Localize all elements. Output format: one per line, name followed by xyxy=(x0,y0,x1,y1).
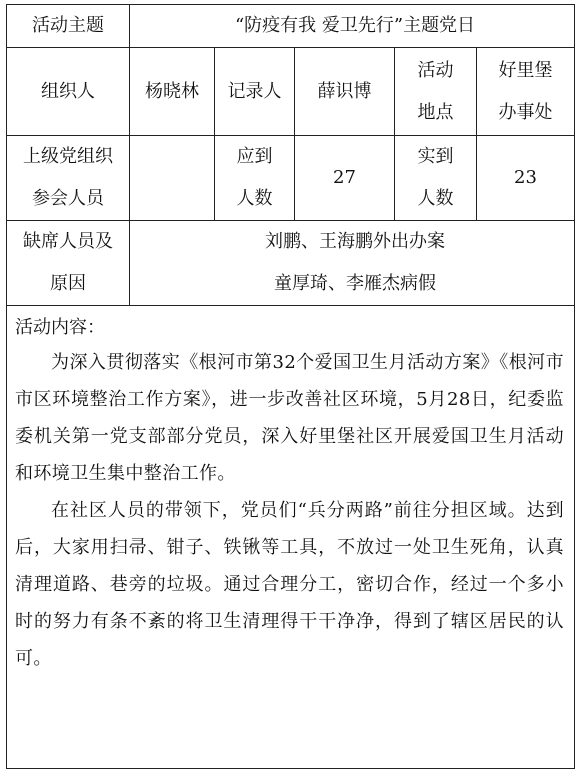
location-value xyxy=(477,48,575,136)
organizer-value: 杨晓林 xyxy=(130,48,215,136)
absent-label-line: 缺席人员及 xyxy=(23,231,113,252)
theme-value: “防疫有我 爱卫先行”主题党日 xyxy=(130,5,575,48)
absent-value-line: 童厚琦、李雁杰病假 xyxy=(274,273,436,294)
expected-count: 27 xyxy=(295,136,395,221)
absent-label-line: 原因 xyxy=(50,273,86,294)
recorder-value: 薛识博 xyxy=(295,48,395,136)
content-row xyxy=(7,306,575,769)
location-value-line: 办事处 xyxy=(498,101,553,123)
actual-label-line: 人数 xyxy=(417,188,454,209)
attendance-row xyxy=(7,136,575,221)
absent-label xyxy=(7,221,130,306)
location-label-line: 活动 xyxy=(417,59,454,81)
location-value-line: 好里堡 xyxy=(498,59,553,81)
organizer-row xyxy=(7,48,575,136)
organizer-label: 组织人 xyxy=(7,48,130,136)
actual-label xyxy=(395,136,477,221)
location-label xyxy=(395,48,477,136)
superior-value xyxy=(130,136,215,221)
expected-label xyxy=(215,136,295,221)
content-heading: 活动内容： xyxy=(15,317,105,338)
actual-label-line: 实到 xyxy=(417,146,454,167)
absent-value-line: 刘鹏、王海鹏外出办案 xyxy=(265,231,445,252)
content-paragraph: 为深入贯彻落实《根河市第32个爱国卫生月活动方案》《根河市市区环境整治工作方案》，进一步改善社区环境，5月28日，纪委监委机关第一党支部部分党员，深入好里堡社区开展爱国卫生月活动和环境卫生集中整治工作。 xyxy=(15,352,565,484)
recorder-label: 记录人 xyxy=(215,48,295,136)
absent-value xyxy=(130,221,575,306)
superior-label xyxy=(7,136,130,221)
superior-label-line: 参会人员 xyxy=(32,188,104,209)
expected-label-line: 应到 xyxy=(236,146,273,167)
theme-label: 活动主题 xyxy=(7,5,130,48)
actual-count: 23 xyxy=(477,136,575,221)
superior-label-line: 上级党组织 xyxy=(23,146,113,167)
record-table xyxy=(6,4,575,769)
party-day-record-form xyxy=(6,4,574,758)
absent-row xyxy=(7,221,575,306)
expected-label-line: 人数 xyxy=(236,188,273,209)
content-paragraph: 在社区人员的带领下，党员们“兵分两路”前往分担区域。达到后，大家用扫帚、钳子、铁锹等工具，不放过一处卫生死角，认真清理道路、巷旁的垃圾。通过合理分工，密切合作，经过一个多小时的努力有条不紊的将卫生清理得干干净净，得到了辖区居民的认可。 xyxy=(15,500,565,669)
location-label-line: 地点 xyxy=(417,101,454,123)
theme-row xyxy=(7,5,575,48)
activity-content-cell xyxy=(7,306,575,769)
